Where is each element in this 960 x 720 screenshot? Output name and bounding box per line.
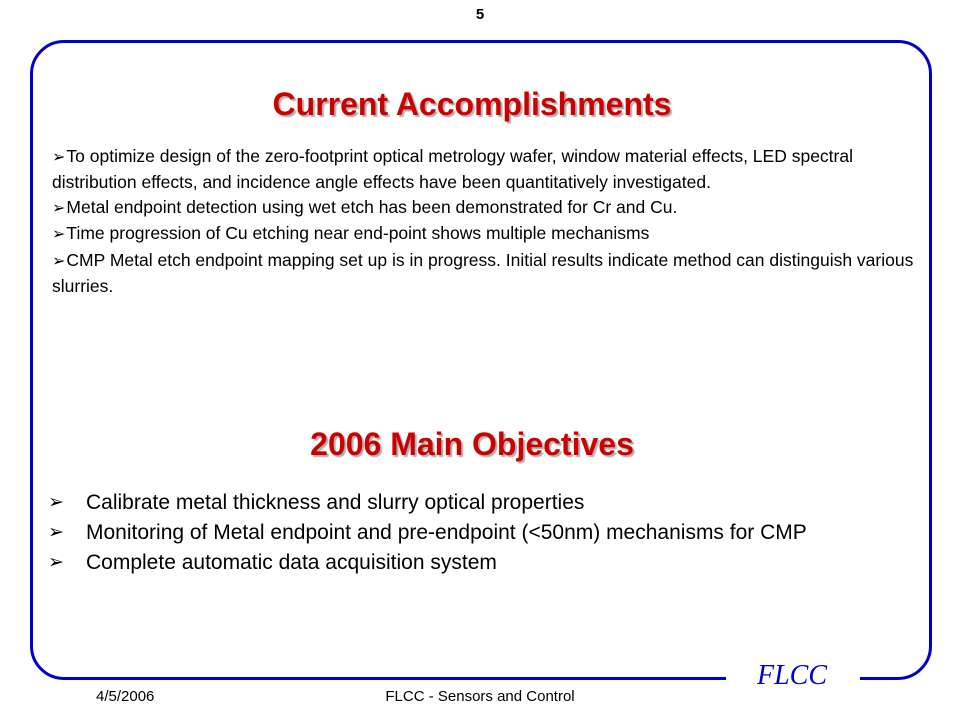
objectives-list [48,488,928,578]
footer-title: FLCC - Sensors and Control [385,688,575,705]
flcc-logo: FLCC [756,660,828,691]
list-item-text: CMP Metal etch endpoint mapping set up is in progress. Initial results indicate method can distinguish various slurries. [52,249,914,297]
list-item-text: Time progression of Cu etching near end-point shows multiple mechanisms [66,223,650,244]
arrow-bullet-icon: ➢ [52,149,66,166]
arrow-bullet-icon: ➢ [52,252,66,270]
arrow-bullet-icon: ➢ [48,522,64,543]
list-item [52,144,932,195]
list-item-text: Calibrate metal thickness and slurry optical properties [86,491,585,514]
arrow-bullet-icon: ➢ [48,552,64,573]
list-item [48,518,928,548]
objectives-heading: 2006 Main Objectives [310,426,634,462]
list-item [48,488,928,518]
list-item-text: Metal endpoint detection using wet etch has been demonstrated for Cr and Cu. [66,196,678,217]
arrow-bullet-icon: ➢ [52,226,66,244]
list-item [52,248,932,299]
page-number: 5 [475,6,485,23]
accomplishments-heading: Current Accomplishments [272,86,672,122]
list-item [52,221,932,247]
list-item [48,548,928,578]
footer-date: 4/5/2006 [96,688,155,705]
list-item [52,195,932,221]
arrow-bullet-icon: ➢ [48,492,64,513]
list-item-text: Complete automatic data acquisition system [86,551,497,574]
arrow-bullet-icon: ➢ [52,199,66,217]
list-item-text: Monitoring of Metal endpoint and pre-endpoint (<50nm) mechanisms for CMP [86,521,807,544]
slide-frame [30,40,932,680]
accomplishments-list [52,144,932,298]
list-item-text: To optimize design of the zero-footprint optical metrology wafer, window material effects, LED spectral distribution effects, and incidence angle effects have been quantitatively investigated. [52,146,853,193]
